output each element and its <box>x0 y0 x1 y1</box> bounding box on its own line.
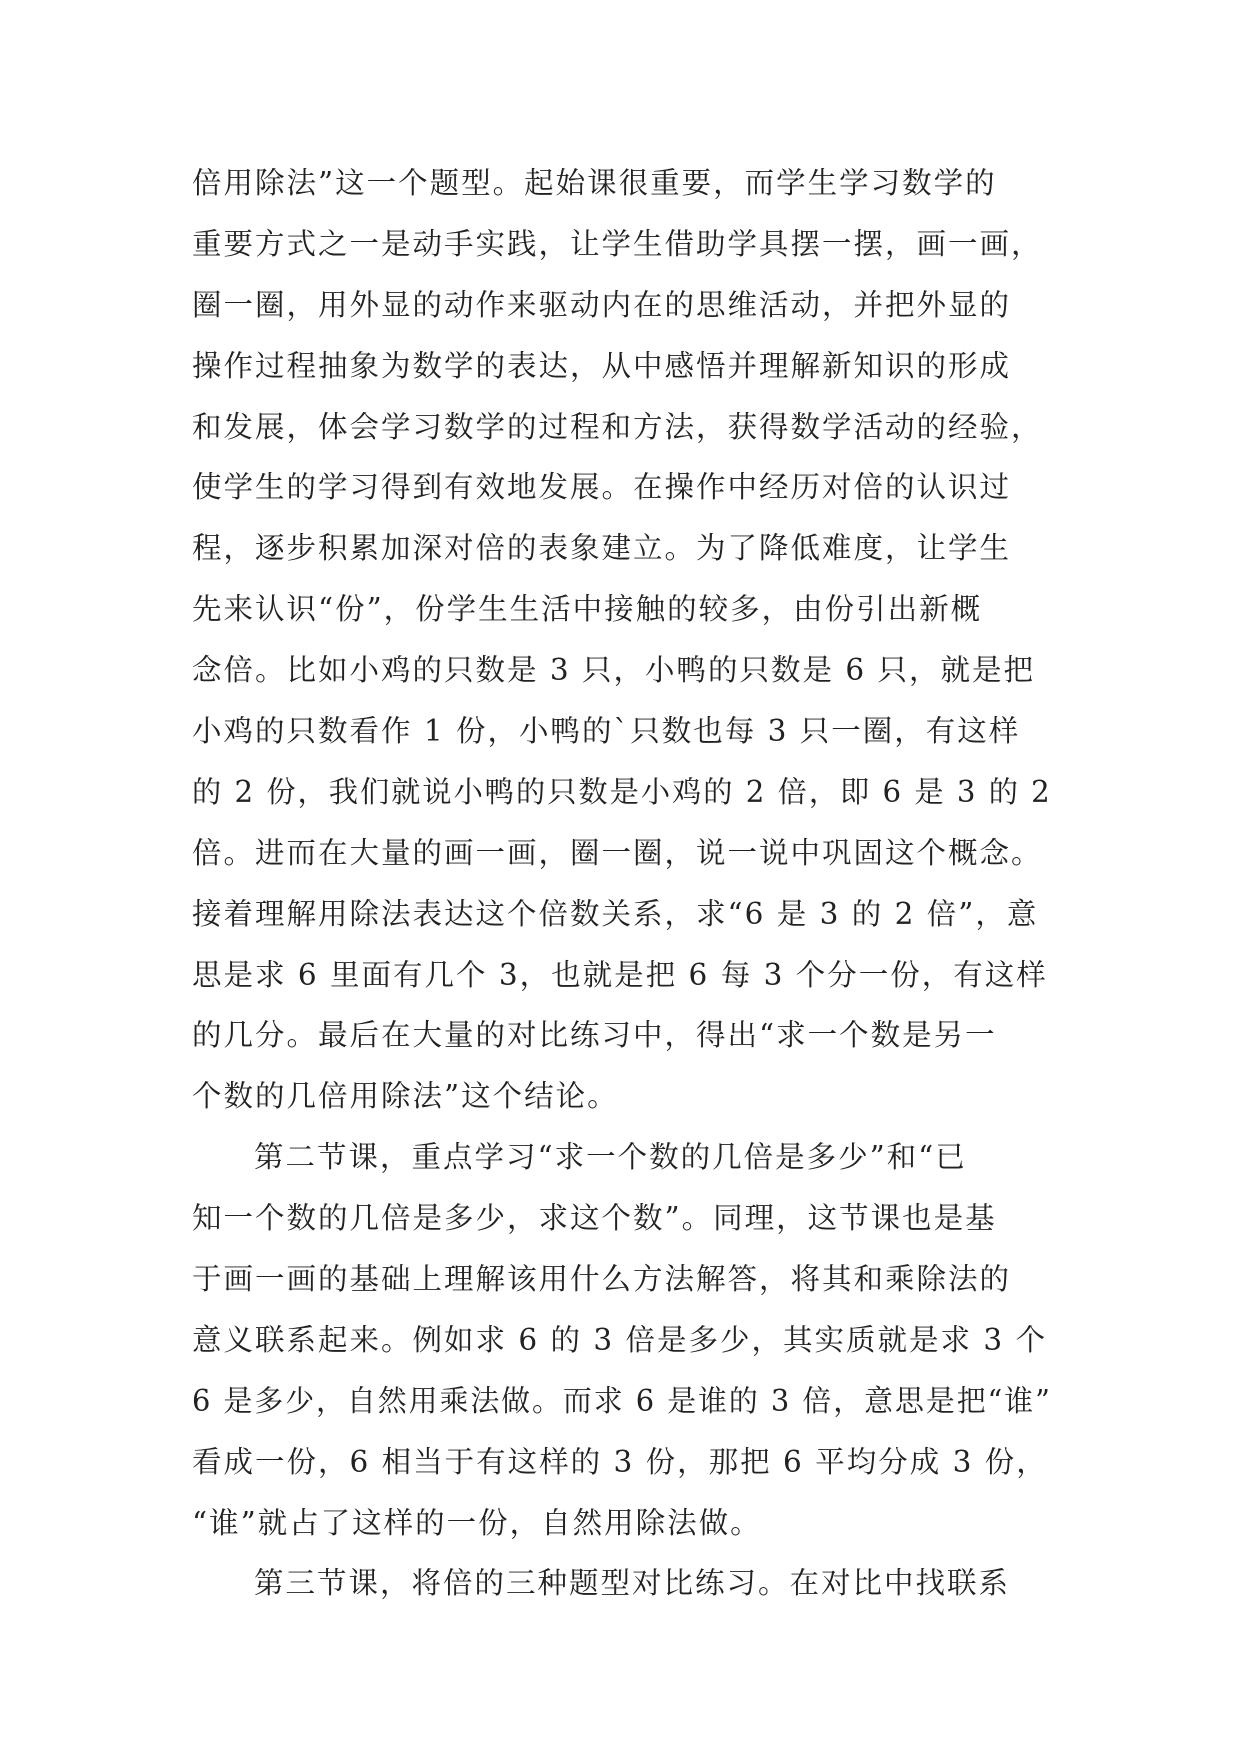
text-line: 倍。进而在大量的画一画，圈一圈，说一说中巩固这个概念。 <box>192 835 1043 870</box>
text-line: 接着理解用除法表达这个倍数关系，求“6 是 3 的 2 倍”，意 <box>192 896 1039 931</box>
text-line: 圈一圈，用外显的动作来驱动内在的思维活动，并把外显的 <box>192 287 1012 322</box>
text-line: 重要方式之一是动手实践，让学生借助学具摆一摆，画一画， <box>192 226 1043 261</box>
text-line: 第二节课，重点学习“求一个数的几倍是多少”和“已 <box>254 1140 967 1175</box>
body-text <box>192 153 1052 1614</box>
text-line: “谁”就占了这样的一份，自然用除法做。 <box>192 1505 762 1540</box>
text-line: 看成一份，6 相当于有这样的 3 份，那把 6 平均分成 3 份， <box>192 1444 1048 1479</box>
text-line: 个数的几倍用除法”这个结论。 <box>192 1079 619 1114</box>
text-line: 于画一画的基础上理解该用什么方法解答，将其和乘除法的 <box>192 1262 1012 1297</box>
text-line: 操作过程抽象为数学的表达，从中感悟并理解新知识的形成 <box>192 348 1012 383</box>
text-line: 的几分。最后在大量的对比练习中，得出“求一个数是另一 <box>192 1018 997 1053</box>
text-line: 的 2 份，我们就说小鸭的只数是小鸡的 2 倍，即 6 是 3 的 2 <box>192 774 1052 809</box>
text-line: 先来认识“份”，份学生生活中接触的较多，由份引出新概 <box>192 592 983 627</box>
text-line: 和发展，体会学习数学的过程和方法，获得数学活动的经验， <box>192 409 1043 444</box>
text-line: 思是求 6 里面有几个 3，也就是把 6 每 3 个分一份，有这样 <box>192 957 1048 992</box>
text-line: 使学生的学习得到有效地发展。在操作中经历对倍的认识过 <box>192 470 1012 505</box>
text-line: 意义联系起来。例如求 6 的 3 倍是多少，其实质就是求 3 个 <box>192 1322 1048 1357</box>
text-line: 倍用除法”这一个题型。起始课很重要，而学生学习数学的 <box>192 166 997 200</box>
text-line: 知一个数的几倍是多少，求这个数”。同理，这节课也是基 <box>192 1201 997 1236</box>
text-line: 程，逐步积累加深对倍的表象建立。为了降低难度，让学生 <box>192 531 1012 566</box>
text-line: 6 是多少，自然用乘法做。而求 6 是谁的 3 倍，意思是把“谁” <box>192 1383 1052 1418</box>
text-line: 第三节课，将倍的三种题型对比练习。在对比中找联系 <box>254 1566 1011 1601</box>
text-line: 小鸡的只数看作 1 份，小鸭的`只数也每 3 只一圈，有这样 <box>192 714 1021 749</box>
text-line: 念倍。比如小鸡的只数是 3 只，小鸭的只数是 6 只，就是把 <box>192 653 1036 688</box>
